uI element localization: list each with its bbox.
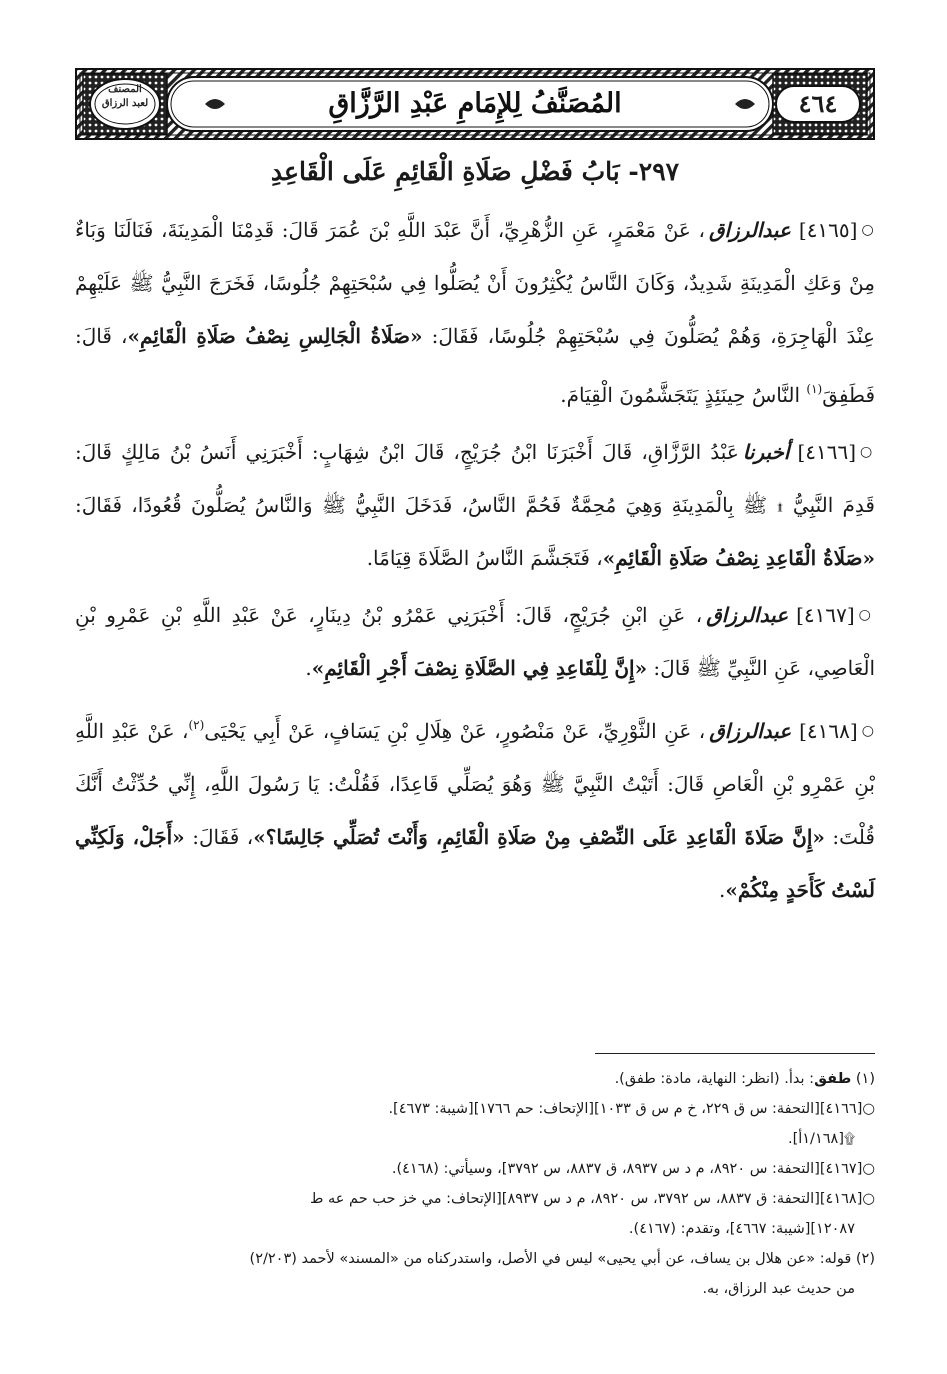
takhrij-4166: ○[٤١٦٦][التحفة: س ق ٢٢٩، خ م س ق ١٠٣٣][الإتحاف: حم ١٧٦٦][شيبة: ٤٦٧٣]. bbox=[388, 1101, 875, 1117]
footnote-2-continued: من حديث عبد الرزاق، به. bbox=[702, 1281, 855, 1297]
footnote-text: : بدأ. (انظر: النهاية، مادة: طفق). bbox=[614, 1071, 815, 1087]
footnote-ref-2[interactable]: (٢) bbox=[188, 718, 205, 732]
hadith-text: ، عَنِ ابْنِ جُرَيْجٍ، قَالَ: أَخْبَرَنِي عَمْرُو بْنُ دِينَارٍ، عَنْ عَبْدِ اللَّهِ بْنِ عَمْرِو بْنِ الْعَاصِي، عَنِ النَّبِيِّ ﷺ قَالَ: bbox=[75, 603, 875, 680]
hadith-number: [٤١٦٨] bbox=[799, 719, 858, 743]
hadith-text: النَّاسُ حِينَئِذٍ يَتَجَشَّمُونَ الْقِيَامَ. bbox=[560, 383, 807, 407]
hadith-marker-icon: ○ bbox=[861, 723, 876, 739]
book-title: المُصَنَّفُ لِلإِمَامِ عَبْدِ الرَّزَّاقِ bbox=[328, 88, 622, 119]
hadith-number: [٤١٦٥] bbox=[798, 218, 858, 242]
hadith-number: [٤١٦٧] bbox=[796, 603, 855, 627]
hadith-4168 bbox=[75, 699, 875, 917]
hadith-quote: «إِنَّ صَلَاةَ الْقَاعِدِ عَلَى النِّصْفِ مِنْ صَلَاةِ الْقَائِمِ، وَأَنْتَ تُصَلِّي جَالِسًا؟» bbox=[253, 825, 825, 849]
isnad-head: عبدالرزاق bbox=[706, 603, 789, 627]
hadith-marker-icon: ○ bbox=[860, 444, 875, 460]
isnad-head: عبدالرزاق bbox=[709, 719, 792, 743]
hadith-body bbox=[75, 204, 875, 921]
footnote-number: (١) bbox=[855, 1071, 875, 1087]
footnote-headword: طفق bbox=[814, 1071, 852, 1087]
hadith-quote: «أَجَلْ، وَلَكِنِّي لَسْتُ كَأَحَدٍ مِنْكُمْ» bbox=[75, 825, 875, 902]
hadith-text: . bbox=[719, 878, 726, 902]
hadith-quote: «إِنَّ لِلْقَاعِدِ فِي الصَّلَاةِ نِصْفَ أَجْرِ الْقَائِمِ» bbox=[311, 656, 648, 680]
footnote-ref-1[interactable]: (١) bbox=[806, 382, 823, 396]
footnotes bbox=[75, 1064, 875, 1304]
hadith-text: ، عَنْ عَبْدِ اللَّهِ بْنِ عَمْرِو بْنِ الْعَاصِ قَالَ: أَتَيْتُ النَّبِيَّ ﷺ وَهُوَ يُصَلِّي قَاعِدًا، فَقُلْتُ: يَا رَسُولَ اللَّهِ، إِنِّي حُدِّثْتُ أَنَّكَ قُلْتَ: bbox=[75, 719, 875, 849]
footnote-1 bbox=[75, 1064, 875, 1094]
hadith-marker-icon: ○ bbox=[858, 607, 876, 623]
hadith-text: . bbox=[305, 656, 312, 680]
hadith-text: ، عَنِ الثَّوْرِيِّ، عَنْ مَنْصُورٍ، عَنْ هِلَالِ بْنِ يَسَافٍ، عَنْ أَبِي يَحْيَى bbox=[204, 719, 706, 743]
hadith-marker-icon: ○ bbox=[861, 222, 876, 238]
footnote-divider bbox=[595, 1053, 875, 1054]
hadith-quote: «صَلَاةُ الْقَاعِدِ نِصْفُ صَلَاةِ الْقَائِمِ» bbox=[602, 546, 875, 570]
emblem-label bbox=[89, 83, 161, 111]
isnad-head: عبدالرزاق bbox=[708, 218, 791, 242]
hadith-text: ، قَالَ: فَطَفِقَ bbox=[75, 324, 875, 407]
hadith-text: ، فَتَجَشَّمَ النَّاسُ الصَّلَاةَ قِيَامًا. bbox=[366, 546, 603, 570]
emblem-line-1: المصنف bbox=[108, 84, 142, 95]
takhrij-4167: ○[٤١٦٧][التحفة: س ٨٩٢٠، م د س ٨٩٣٧، ق ٨٨٣٧، س ٣٧٩٢]، وسيأتي: (٤١٦٨). bbox=[391, 1161, 875, 1177]
hadith-quote: «صَلَاةُ الْجَالِسِ نِصْفُ صَلَاةِ الْقَائِمِ» bbox=[127, 324, 423, 348]
hadith-number: [٤١٦٦] bbox=[797, 440, 857, 464]
takhrij-4168-continued: ١٢٠٨٧][شيبة: ٤٦٦٧]، وتقدم: (٤١٦٧). bbox=[628, 1221, 855, 1237]
isnad-head: أخبرنا bbox=[742, 440, 790, 464]
chapter-heading: ٢٩٧- بَابُ فَضْلِ صَلَاةِ الْقَائِمِ عَلَى الْقَاعِدِ bbox=[270, 157, 680, 186]
hadith-4166 bbox=[75, 426, 875, 585]
hadith-text: ، عَنْ مَعْمَرٍ، عَنِ الزُّهْرِيِّ، أَنَّ عَبْدَ اللَّهِ بْنَ عُمَرَ قَالَ: قَدِمْنَا الْمَدِينَةَ، فَنَالَنَا وَبَاءٌ مِنْ وَعَكِ الْمَدِينَةِ شَدِيدٌ، وَكَانَ النَّاسُ يُكْثِرُونَ أَنْ يُصَلُّوا فِي سُبْحَتِهِمْ جُلُوسًا، فَخَرَجَ النَّبِيُّ ﷺ عَلَيْهِمْ عِنْدَ الْهَاجِرَةِ، وَهُمْ يُصَلُّونَ فِي سُبْحَتِهِمْ جُلُوسًا، فَقَالَ: bbox=[75, 218, 875, 348]
hadith-4167 bbox=[75, 589, 875, 695]
takhrij-4168: ○[٤١٦٨][التحفة: ق ٨٨٣٧، س ٣٧٩٢، س ٨٩٢٠، م د س ٨٩٣٧][الإتحاف: مي خز حب حم عه ط bbox=[309, 1191, 875, 1207]
page-header bbox=[75, 68, 875, 140]
emblem-line-2: لعبد الرزاق bbox=[101, 98, 149, 109]
hadith-text: ، فَقَالَ: bbox=[184, 825, 254, 849]
hadith-text: عَبْدُ الرَّزَّاقِ، قَالَ أَخْبَرَنَا ابْنُ جُرَيْجٍ، قَالَ ابْنُ شِهَابٍ: أَخْبَرَنِي أَنَسُ بْنُ مَالِكٍ قَالَ: قَدِمَ النَّبِيُّ ۩ ﷺ بِالْمَدِينَةِ وَهِيَ مُحِمَّةٌ فَحُمَّ النَّاسُ، فَدَخَلَ النَّبِيُّ ﷺ وَالنَّاسُ يُصَلُّونَ قُعُودًا، فَقَالَ: bbox=[75, 440, 875, 517]
document-page bbox=[75, 68, 875, 1358]
hadith-4165 bbox=[75, 204, 875, 422]
page-number: ٤٦٤ bbox=[798, 89, 838, 118]
footnote-2: (٢) قوله: «عن هلال بن يساف، عن أبي يحيى» ليس في الأصل، واستدركناه من «المسند» لأحمد (٢/٢٠٣) bbox=[249, 1251, 875, 1267]
folio-reference: ۩[١/١٦٨أ]. bbox=[787, 1131, 855, 1147]
